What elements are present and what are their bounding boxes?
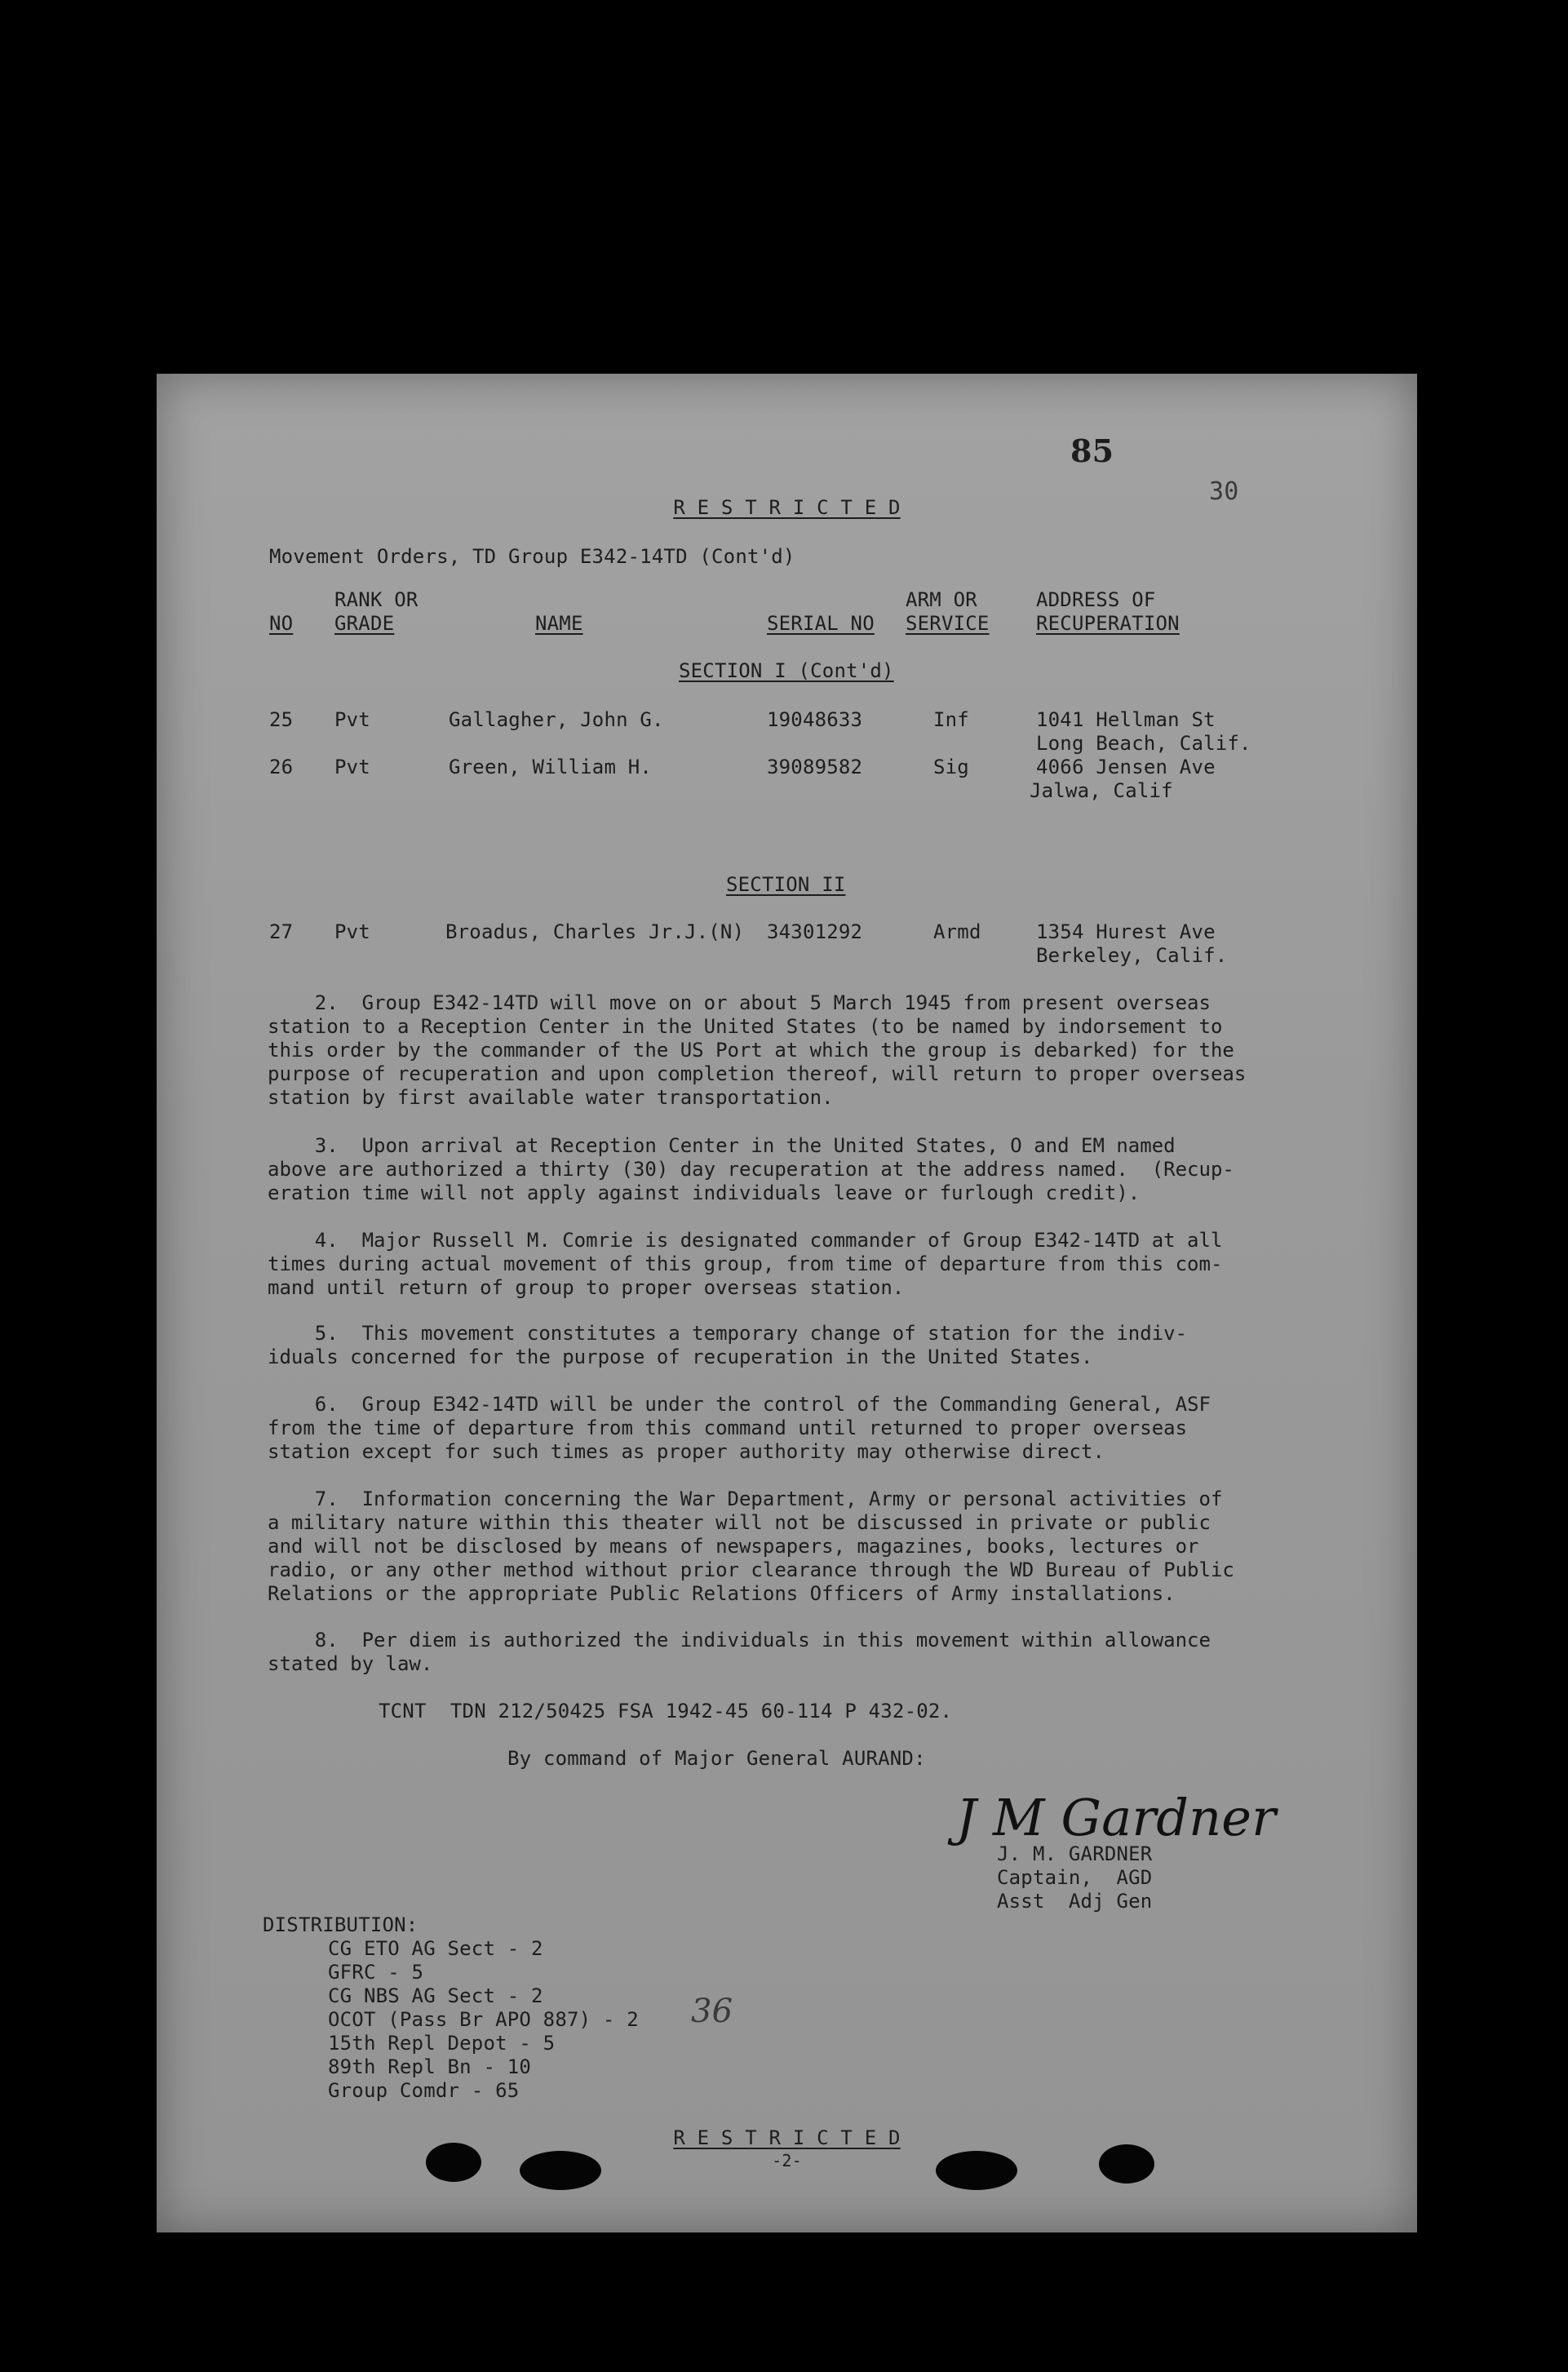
header-address-line1: ADDRESS OF <box>1036 588 1156 611</box>
header-address-line2: RECUPERATION <box>1036 612 1180 635</box>
page-number: 85 <box>1070 432 1114 469</box>
handwritten-signature: J M Gardner <box>956 1788 1277 1847</box>
row-no: 26 <box>269 756 294 778</box>
paragraph-5: 5. This movement constitutes a temporary change of station for the indiv- iduals concerned for the purpose of recuperation in the United States. <box>268 1322 1188 1368</box>
row-address-line2: Long Beach, Calif. <box>1036 732 1251 755</box>
row-arm: Armd <box>933 920 981 943</box>
list-item: 15th Repl Depot - 5 <box>328 2032 556 2055</box>
classification-top: R E S T R I C T E D <box>673 496 901 519</box>
list-item: CG NBS AG Sect - 2 <box>328 1984 543 2007</box>
list-item: CG ETO AG Sect - 2 <box>328 1937 543 1960</box>
header-serial: SERIAL NO <box>767 612 875 635</box>
tcnt-line: TCNT TDN 212/50425 FSA 1942-45 60-114 P 432-02. <box>379 1700 953 1722</box>
row-serial: 34301292 <box>767 920 863 943</box>
margin-note: 36 <box>691 1993 733 2030</box>
section-2-heading: SECTION II <box>726 873 846 896</box>
by-command-line: By command of Major General AURAND: <box>507 1747 926 1770</box>
punch-hole <box>936 2151 1017 2190</box>
row-name: Broadus, Charles Jr.J.(N) <box>445 920 745 943</box>
punch-hole <box>426 2143 481 2182</box>
row-grade: Pvt <box>334 920 370 943</box>
paragraph-7: 7. Information concerning the War Department, Army or personal activities of a military nature within this theater will not be discussed in private or public and will not be disclosed by means of newspapers, magazines, books, lectures or radio, or any other method without prior clearance through the WD Bureau of Public Relations or the appropriate Public Relations Officers of Army installations. <box>268 1487 1234 1605</box>
row-serial: 39089582 <box>767 756 863 778</box>
distribution-label: DISTRIBUTION: <box>263 1913 419 1936</box>
paragraph-3: 3. Upon arrival at Reception Center in the United States, O and EM named above are authorized a thirty (30) day recuperation at the address named. (Recup- eration time will not apply against individuals leave or furlough credit). <box>268 1134 1234 1204</box>
paragraph-2: 2. Group E342-14TD will move on or about 5 March 1945 from present overseas station to a Reception Center in the United States (to be named by indorsement to this order by the commander of the US Port at which the group is debarked) for the purpose of recuperation and upon completion thereof, will return to proper overseas station by first available water transportation. <box>268 991 1247 1109</box>
list-item: GFRC - 5 <box>328 1961 424 1984</box>
header-arm-line2: SERVICE <box>906 612 990 635</box>
classification-bottom: R E S T R I C T E D <box>673 2126 901 2149</box>
list-item: OCOT (Pass Br APO 887) - 2 <box>328 2008 639 2031</box>
row-no: 27 <box>269 920 294 943</box>
row-address-line1: 4066 Jensen Ave <box>1036 756 1216 778</box>
row-address-line2: Berkeley, Calif. <box>1036 944 1228 967</box>
row-arm: Inf <box>933 708 969 731</box>
row-arm: Sig <box>933 756 969 778</box>
row-no: 25 <box>269 708 294 731</box>
row-grade: Pvt <box>334 708 370 731</box>
row-address-line1: 1041 Hellman St <box>1036 708 1216 731</box>
row-grade: Pvt <box>334 756 370 778</box>
signer-name: J. M. GARDNER <box>997 1842 1153 1865</box>
document-page <box>157 374 1417 2232</box>
row-address-line2: Jalwa, Calif <box>1030 779 1173 802</box>
header-arm-line1: ARM OR <box>906 588 977 611</box>
header-rank-line2: GRADE <box>334 612 395 635</box>
page-footer: -2- <box>772 2151 802 2170</box>
row-name: Gallagher, John G. <box>449 708 664 731</box>
paragraph-6: 6. Group E342-14TD will be under the control of the Commanding General, ASF from the time of departure from this command until returned to proper overseas station except for such times as proper authority may otherwise direct. <box>268 1393 1211 1463</box>
row-serial: 19048633 <box>767 708 863 731</box>
paragraph-8: 8. Per diem is authorized the individuals in this movement within allowance stated by law. <box>268 1629 1211 1675</box>
punch-hole <box>1099 2144 1154 2184</box>
header-rank-line1: RANK OR <box>334 588 419 611</box>
signer-title: Captain, AGD <box>997 1866 1153 1889</box>
row-name: Green, William H. <box>449 756 653 778</box>
list-item: 89th Repl Bn - 10 <box>328 2055 532 2078</box>
header-no: NO <box>269 612 294 635</box>
row-address-line1: 1354 Hurest Ave <box>1036 920 1216 943</box>
header-name: NAME <box>535 612 583 635</box>
signer-position: Asst Adj Gen <box>997 1890 1153 1913</box>
list-item: Group Comdr - 65 <box>328 2079 520 2102</box>
doc-title: Movement Orders, TD Group E342-14TD (Cont'd) <box>269 545 795 568</box>
punch-hole <box>520 2151 601 2190</box>
paragraph-4: 4. Major Russell M. Comrie is designated commander of Group E342-14TD at all times during actual movement of this group, from time of departure from this com- mand until return of group to proper overseas station. <box>268 1229 1223 1299</box>
corner-mark: 30 <box>1209 477 1239 506</box>
section-1-heading: SECTION I (Cont'd) <box>679 659 894 682</box>
